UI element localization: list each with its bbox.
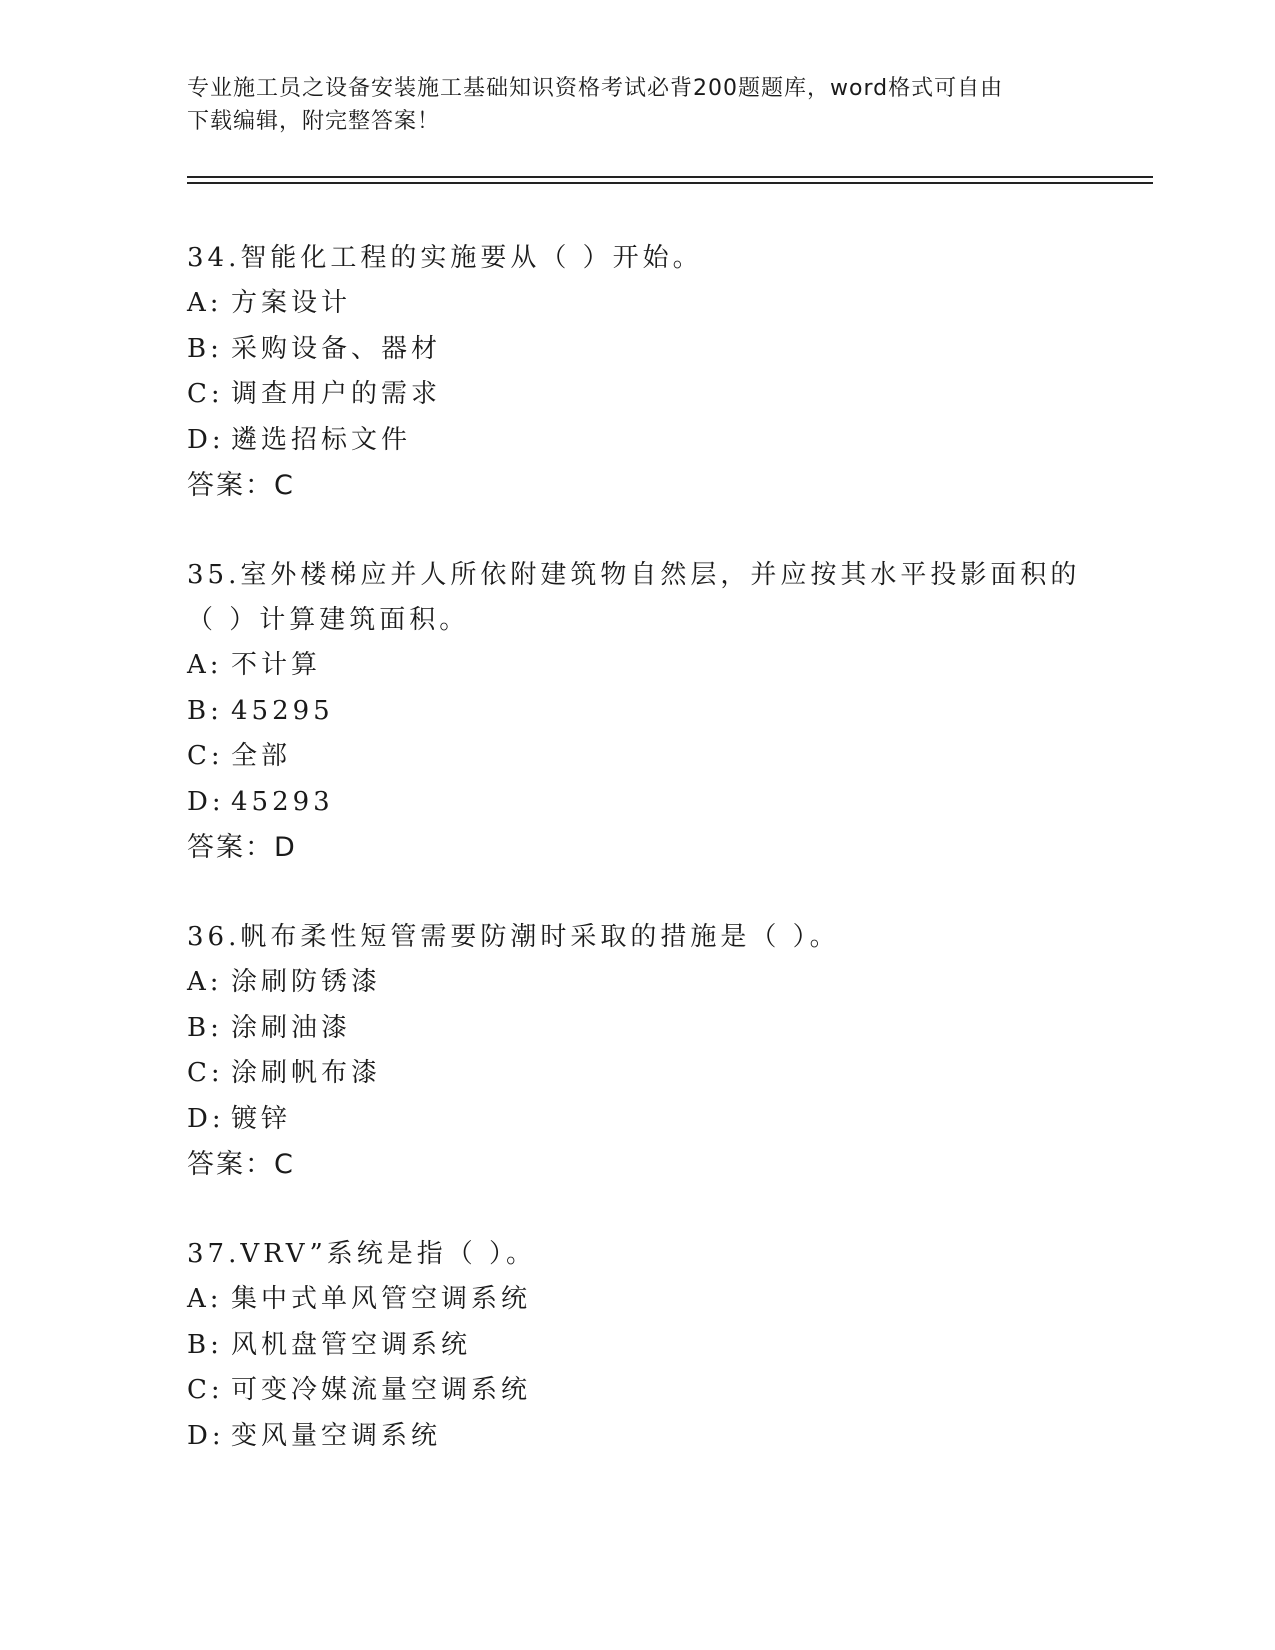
option-text: 45295 bbox=[231, 695, 334, 726]
option-label: D: bbox=[187, 1103, 225, 1134]
option-label: B: bbox=[187, 695, 223, 726]
option-text: 采购设备、器材 bbox=[231, 333, 442, 364]
option-c bbox=[187, 372, 1087, 418]
option-text: 涂刷帆布漆 bbox=[231, 1058, 382, 1088]
option-a bbox=[187, 643, 1087, 689]
option-label: B: bbox=[187, 333, 223, 364]
option-label: D: bbox=[187, 424, 225, 455]
option-b bbox=[187, 1006, 1087, 1052]
question-35 bbox=[187, 553, 1087, 870]
option-c bbox=[187, 1051, 1087, 1097]
question-37 bbox=[187, 1232, 1087, 1459]
option-c bbox=[187, 1368, 1087, 1414]
header-line-2: 下载编辑，附完整答案！ bbox=[187, 109, 441, 134]
option-text: 风机盘管空调系统 bbox=[231, 1329, 472, 1360]
option-a bbox=[187, 960, 1087, 1006]
answer: 答案：D bbox=[187, 832, 297, 863]
option-label: D: bbox=[187, 1420, 225, 1451]
answer: 答案：C bbox=[187, 1149, 295, 1180]
option-label: C: bbox=[187, 741, 224, 771]
option-a bbox=[187, 281, 1087, 327]
option-text: 遴选招标文件 bbox=[231, 424, 412, 455]
option-d bbox=[187, 780, 1087, 826]
header-divider-bottom bbox=[187, 182, 1153, 184]
option-text: 涂刷油漆 bbox=[231, 1012, 352, 1043]
header-line-1: 专业施工员之设备安装施工基础知识资格考试必背200题题库，word格式可自由 bbox=[187, 76, 1004, 101]
option-text: 调查用户的需求 bbox=[231, 379, 442, 409]
option-label: A: bbox=[187, 1284, 223, 1314]
option-label: C: bbox=[187, 1058, 224, 1088]
option-text: 变风量空调系统 bbox=[231, 1420, 442, 1451]
answer: 答案：C bbox=[187, 470, 295, 501]
option-b bbox=[187, 327, 1087, 373]
question-title: 35.室外楼梯应并人所依附建筑物自然层，并应按其水平投影面积的（ ）计算建筑面积。 bbox=[187, 560, 1081, 635]
option-label: C: bbox=[187, 1375, 224, 1405]
option-text: 方案设计 bbox=[231, 288, 352, 318]
option-label: D: bbox=[187, 786, 225, 817]
option-label: B: bbox=[187, 1012, 223, 1043]
option-text: 全部 bbox=[231, 741, 292, 771]
option-text: 可变冷媒流量空调系统 bbox=[231, 1375, 532, 1405]
option-label: A: bbox=[187, 967, 223, 997]
option-text: 45293 bbox=[231, 786, 334, 817]
option-d bbox=[187, 1097, 1087, 1143]
option-label: A: bbox=[187, 288, 223, 318]
option-text: 涂刷防锈漆 bbox=[231, 967, 382, 997]
option-label: A: bbox=[187, 650, 223, 680]
question-36 bbox=[187, 915, 1087, 1187]
option-b bbox=[187, 1323, 1087, 1369]
option-d bbox=[187, 1414, 1087, 1460]
document-header bbox=[187, 72, 1087, 138]
option-a bbox=[187, 1277, 1087, 1323]
question-title: 34.智能化工程的实施要从（ ）开始。 bbox=[187, 243, 703, 273]
option-text: 不计算 bbox=[231, 650, 322, 680]
option-d bbox=[187, 418, 1087, 464]
option-label: B: bbox=[187, 1329, 223, 1360]
option-text: 集中式单风管空调系统 bbox=[231, 1284, 532, 1314]
option-c bbox=[187, 734, 1087, 780]
option-b bbox=[187, 689, 1087, 735]
question-list bbox=[187, 236, 1087, 1504]
question-title: 37.VRV”系统是指（ ）。 bbox=[187, 1239, 537, 1269]
question-34 bbox=[187, 236, 1087, 508]
option-text: 镀锌 bbox=[231, 1103, 292, 1134]
header-divider-top bbox=[187, 176, 1153, 178]
question-title: 36.帆布柔性短管需要防潮时采取的措施是（ ）。 bbox=[187, 922, 840, 952]
option-label: C: bbox=[187, 379, 224, 409]
